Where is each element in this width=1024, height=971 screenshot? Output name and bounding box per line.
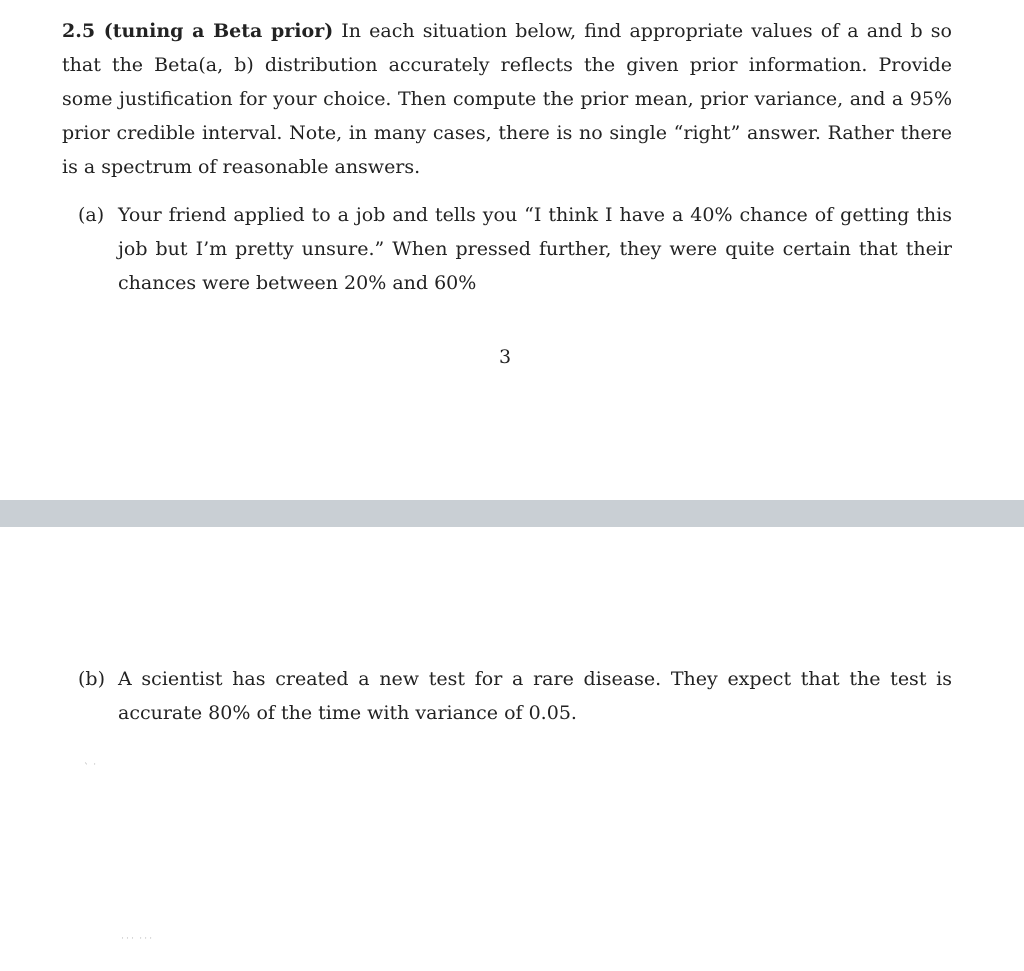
subpart-b-label: (b) xyxy=(78,668,105,690)
page-lower xyxy=(0,527,1024,971)
scan-speck: ˋ ˙ xyxy=(84,763,98,774)
problem-text: In each situation below, find appropriate values of a and b so that the Beta(a, b) distribution accurately reflects the given prior information. Provide some justification for your choice. Then compute the prior mean, prior variance, and a 95% prior credible interval. Note, in many cases, there is no single “right” answer. Rather there is a spectrum of reasonable answers. xyxy=(62,20,952,178)
problem-statement xyxy=(62,14,952,184)
scan-speck: ˙˙˙ ˙˙˙ xyxy=(120,937,154,948)
problem-heading: 2.5 (tuning a Beta prior) xyxy=(62,20,334,42)
subpart-a xyxy=(78,198,952,300)
subpart-b-text: A scientist has created a new test for a rare disease. They expect that the test is accurate 80% of the time with variance of 0.05. xyxy=(118,668,952,724)
page-number: 3 xyxy=(498,346,512,368)
subpart-b xyxy=(78,662,952,730)
subpart-a-text: Your friend applied to a job and tells you “I think I have a 40% chance of getting this job but I’m pretty unsure.” When pressed further, they were quite certain that their chances were between 20% and 60% xyxy=(118,204,952,294)
page-break-divider xyxy=(0,500,1024,527)
subpart-a-label: (a) xyxy=(78,204,105,226)
